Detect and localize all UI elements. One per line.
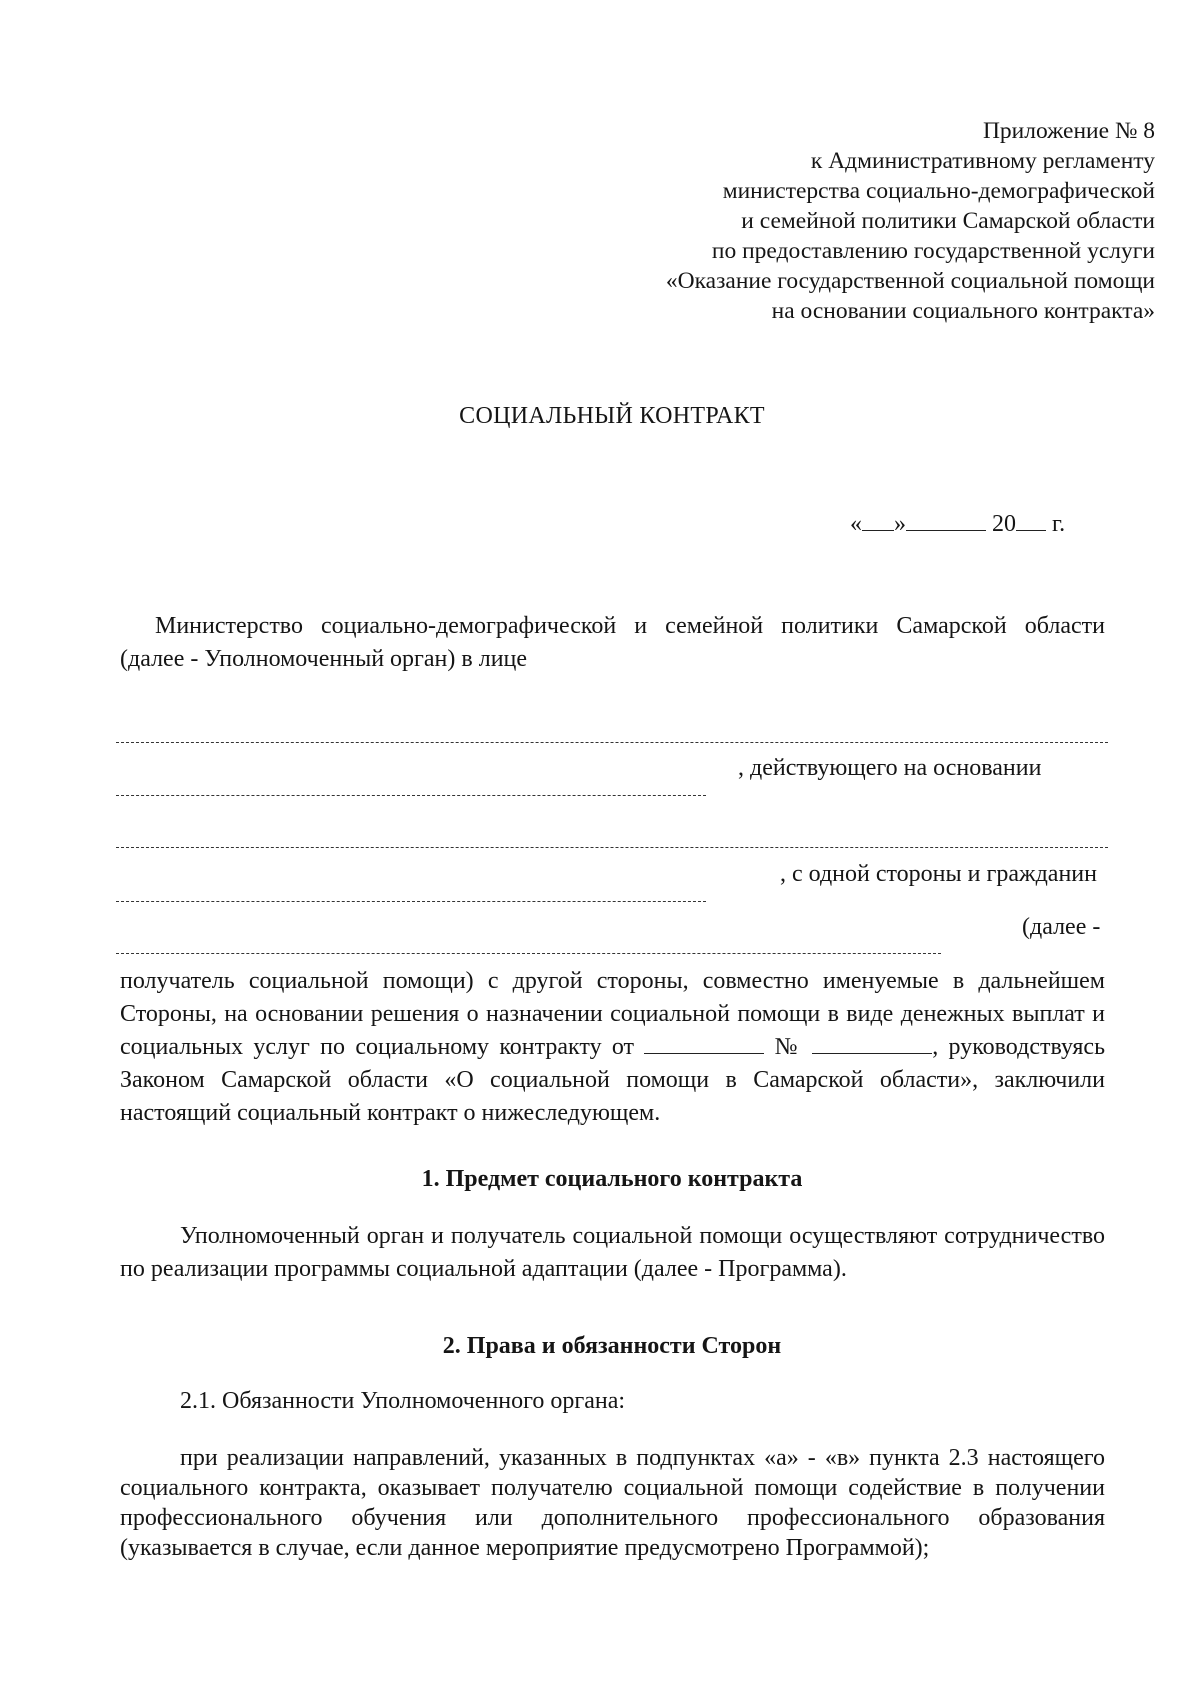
year-blank[interactable] — [1016, 508, 1046, 531]
main-paragraph — [120, 965, 1105, 1130]
date-field — [850, 508, 1065, 540]
month-blank[interactable] — [906, 508, 986, 531]
intro-paragraph — [120, 610, 1105, 676]
section-1-text: Уполномоченный орган и получатель социальной помощи осуществляют сотрудничество по реализации программы социальной адаптации (далее - Программа). — [120, 1223, 1105, 1282]
annex-line: «Оказание государственной социальной помощи — [665, 268, 1155, 294]
annex-header — [560, 116, 1155, 326]
basis-blank-1[interactable] — [116, 847, 1108, 848]
date-close-quote: » — [894, 511, 906, 537]
annex-line: по предоставлению государственной услуги — [711, 238, 1155, 264]
number-sign: № — [774, 1034, 802, 1060]
day-blank[interactable] — [862, 508, 894, 531]
hereinafter-text: (далее - — [1022, 914, 1101, 940]
citizen-name-blank[interactable] — [116, 953, 941, 954]
annex-line: Приложение № 8 — [982, 118, 1155, 144]
section-1-heading: 1. Предмет социального контракта — [421, 1166, 803, 1192]
date-open-quote: « — [850, 511, 862, 537]
annex-line: и семейной политики Самарской области — [741, 208, 1155, 234]
section-2-heading: 2. Права и обязанности Сторон — [442, 1333, 782, 1359]
section-2-1-heading: 2.1. Обязанности Уполномоченного органа: — [180, 1388, 626, 1414]
acting-basis-text: , действующего на основании — [738, 755, 1042, 781]
representative-blank-2[interactable] — [116, 795, 706, 796]
decision-number-blank[interactable] — [812, 1033, 932, 1054]
year-prefix: 20 — [992, 511, 1016, 537]
annex-line: к Административному регламенту — [810, 148, 1155, 174]
main-text-2: , руководствуясь Законом Самарской области «О социальной помощи в Самарской области», заключили настоящий социальный контракт о нижеследующем. — [120, 1034, 1106, 1126]
year-suffix: г. — [1052, 511, 1066, 537]
basis-blank-2[interactable] — [116, 901, 706, 902]
one-side-text: , с одной стороны и гражданин — [780, 861, 1097, 887]
document-title: СОЦИАЛЬНЫЙ КОНТРАКТ — [459, 403, 765, 429]
intro-line-1: Министерство социально-демографической и семейной политики Самарской области — [155, 613, 1105, 639]
representative-blank-1[interactable] — [116, 742, 1108, 743]
section-2-1-text: при реализации направлений, указанных в подпунктах «а» - «в» пункта 2.3 настоящего социального контракта, оказывает получателю социальной помощи содействие в получении профессионального обучения или дополнительного профессионального образования (указывается в случае, если данное мероприятие предусмотрено Программой); — [120, 1445, 1105, 1561]
intro-line-2: (далее - Уполномоченный орган) в лице — [120, 646, 528, 672]
main-text-1: получатель социальной помощи) с другой стороны, совместно именуемые в дальнейшем Стороны, на основании решения о назначении социальной помощи в виде денежных выплат и социальных услуг по социальному контракту от — [120, 968, 1105, 1060]
annex-line: на основании социального контракта» — [771, 298, 1155, 324]
annex-line: министерства социально-демографической — [722, 178, 1155, 204]
decision-date-blank[interactable] — [644, 1033, 764, 1054]
